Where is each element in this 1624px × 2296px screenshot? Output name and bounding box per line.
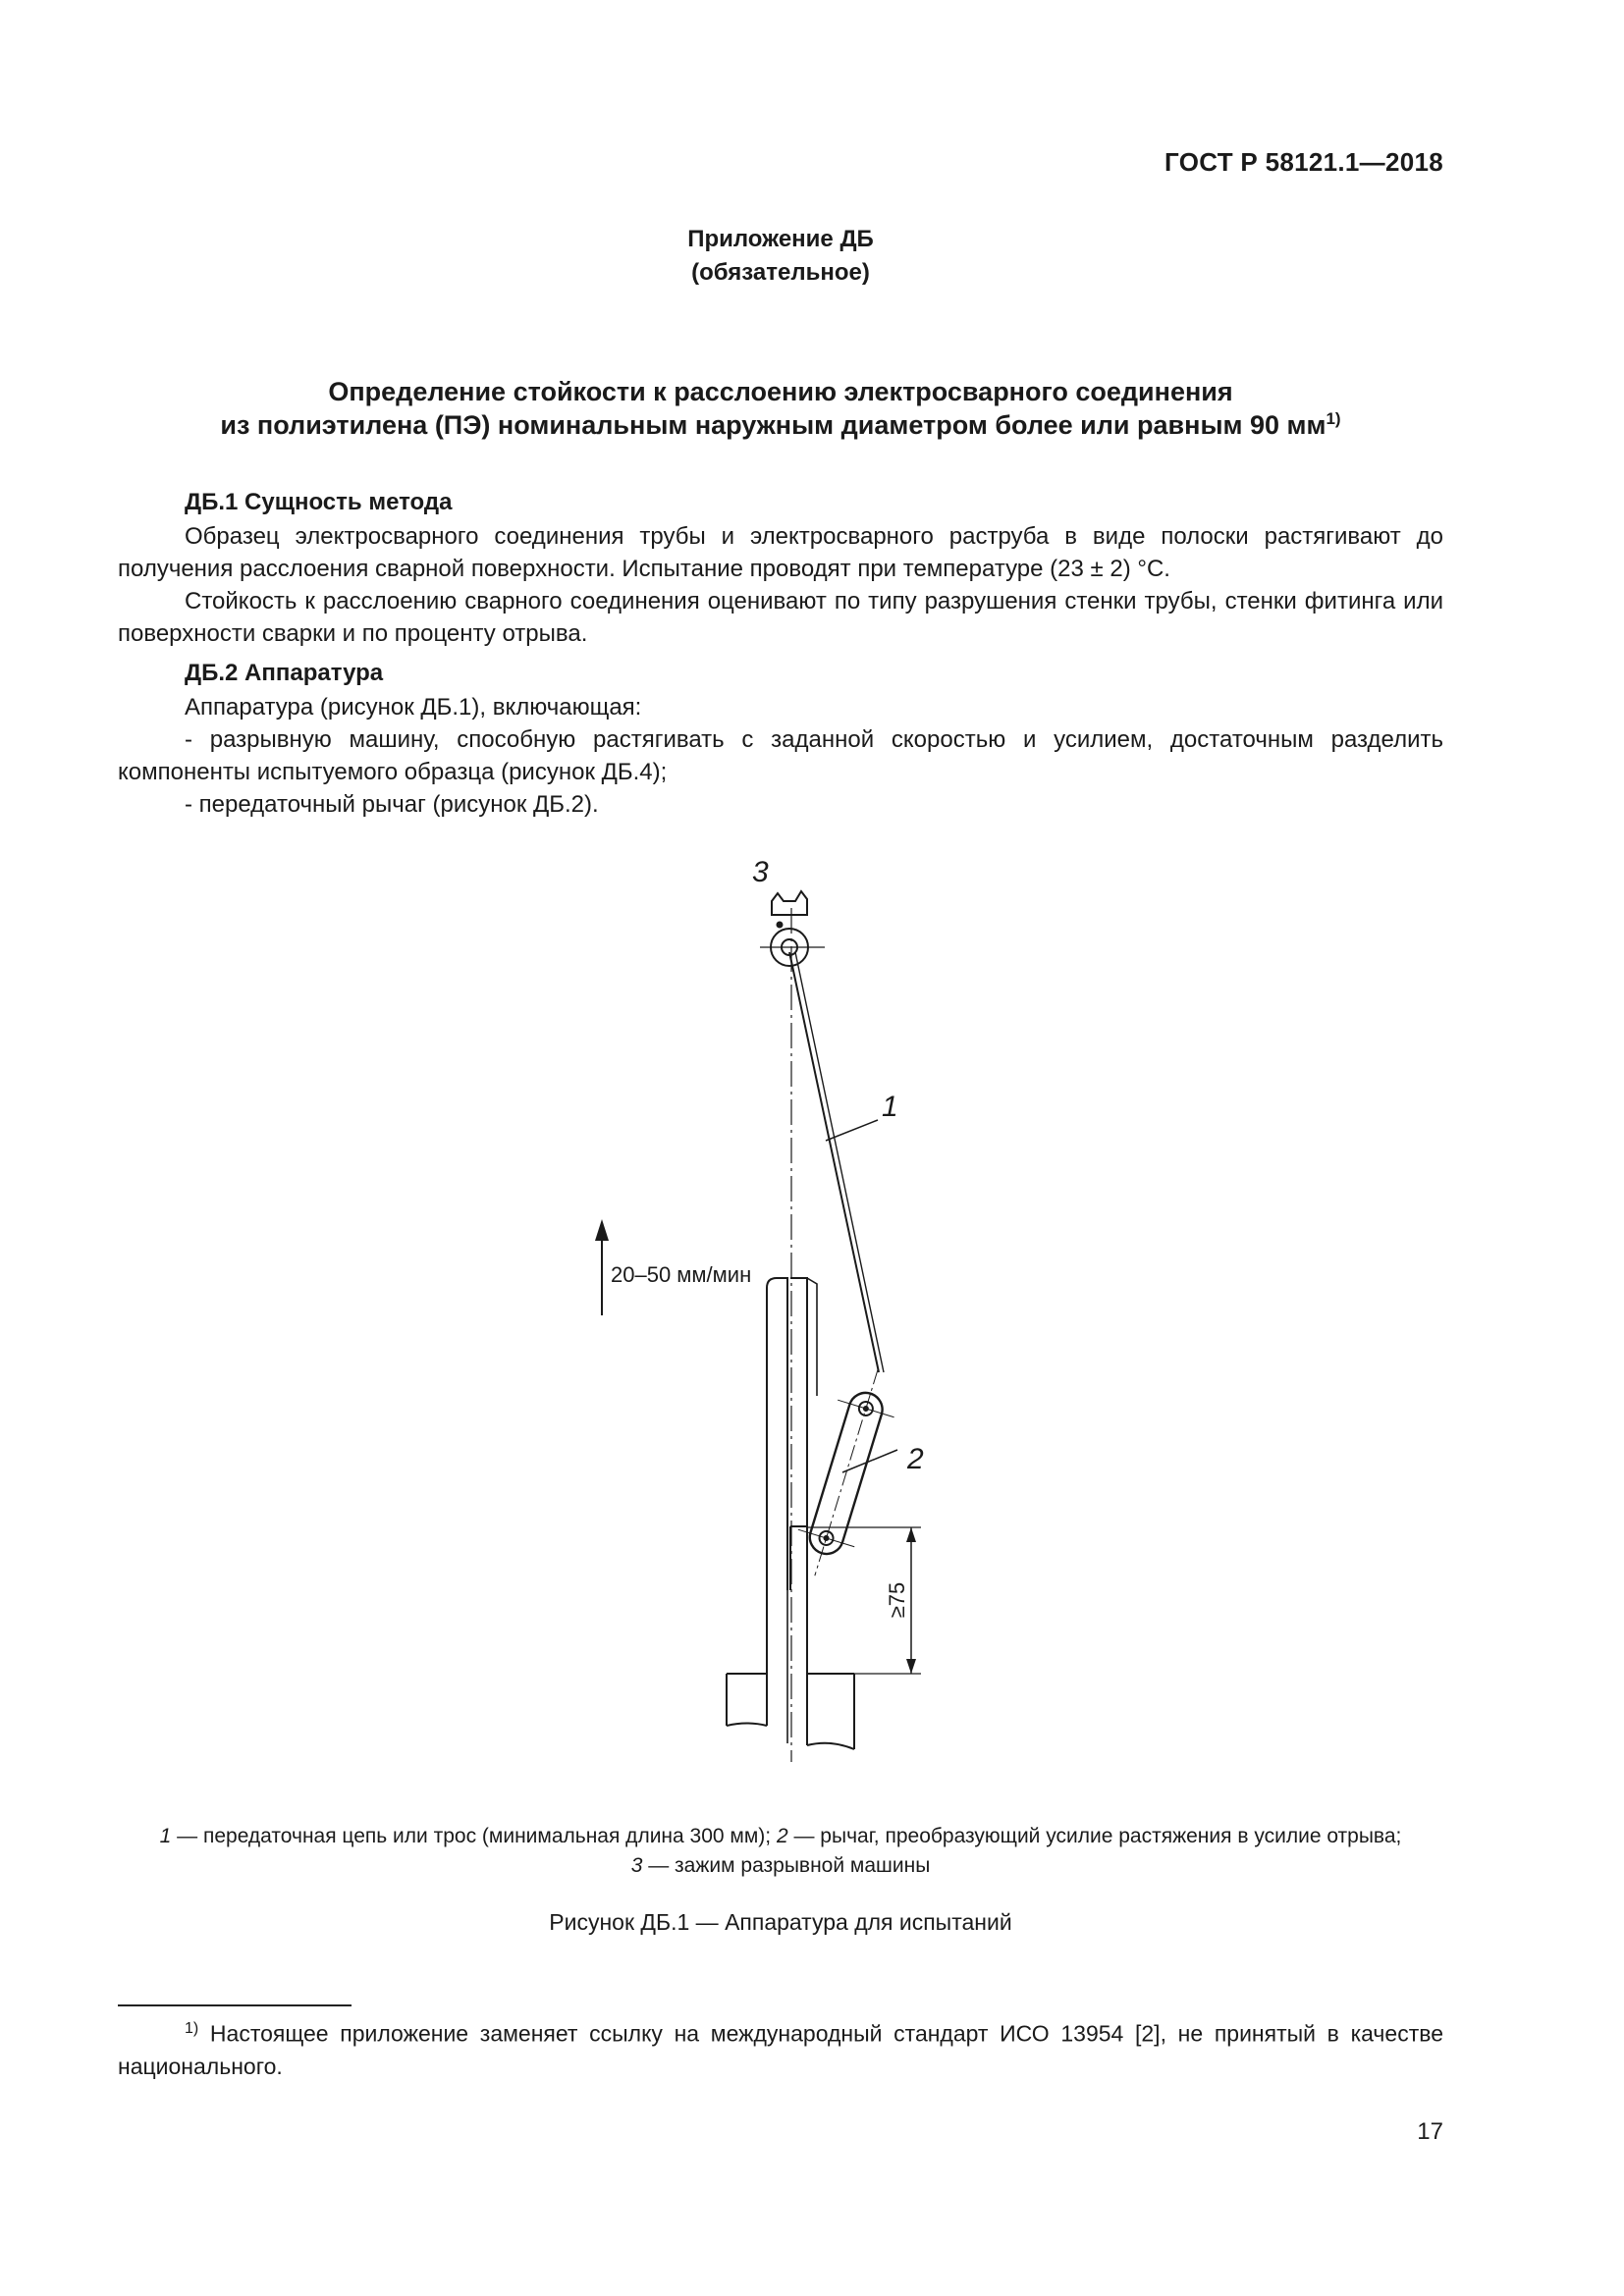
legend-num-1: 1 bbox=[159, 1825, 172, 1847]
section-db1-body bbox=[118, 520, 1443, 650]
pipe-strip bbox=[790, 1278, 807, 1526]
legend-text-2: — рычаг, преобразующий усилие растяжения в усилие отрыва; bbox=[787, 1825, 1402, 1847]
page-number: 17 bbox=[1417, 2118, 1443, 2145]
figure-caption: Рисунок ДБ.1 — Аппаратура для испытаний bbox=[549, 1909, 1012, 1935]
legend-text-3: — зажим разрывной машины bbox=[642, 1854, 931, 1877]
section-heading-db1: ДБ.1 Сущность метода bbox=[185, 489, 453, 515]
section-db2-item-1: - разрывную машину, способную растягивать с заданной скоростью и усилием, достаточным разделить компоненты испытуемого образца (рисунок ДБ.4); bbox=[118, 726, 1443, 785]
document-title-line1: Определение стойкости к расслоению электросварного соединения bbox=[328, 377, 1233, 406]
title-footnote-mark: 1) bbox=[1326, 409, 1341, 428]
document-title-line2 bbox=[118, 410, 1443, 441]
leader-1 bbox=[826, 1120, 878, 1141]
footnote-divider bbox=[118, 2004, 352, 2006]
figure-legend-line2 bbox=[98, 1851, 1463, 1881]
label-1: 1 bbox=[882, 1091, 898, 1123]
figure-apparatus-drawing bbox=[530, 844, 1080, 1767]
section-db2-intro: Аппаратура (рисунок ДБ.1), включающая: bbox=[185, 694, 642, 721]
label-3: 3 bbox=[752, 856, 769, 888]
footnote-mark: 1) bbox=[185, 2020, 199, 2037]
speed-label: 20–50 мм/мин bbox=[611, 1262, 752, 1287]
legend-text-1: — передаточная цепь или трос (минимальная длина 300 мм); bbox=[171, 1825, 777, 1847]
section-db2-body bbox=[118, 691, 1443, 821]
section-heading-db2: ДБ.2 Аппаратура bbox=[185, 660, 384, 686]
footnote-paragraph bbox=[118, 2012, 1443, 2083]
appendix-title: Приложение ДБ bbox=[687, 226, 874, 252]
label-2: 2 bbox=[907, 1443, 924, 1475]
title-line2-text: из полиэтилена (ПЭ) номинальным наружным диаметром более или равным 90 мм bbox=[220, 410, 1326, 440]
footnote bbox=[118, 2012, 1443, 2083]
section-db2-item-2: - передаточный рычаг (рисунок ДБ.2). bbox=[185, 791, 599, 818]
section-db1-paragraph-2: Стойкость к расслоению сварного соединения оценивают по типу разрушения стенки трубы, стенки фитинга или поверхности сварки и по проценту отрыва. bbox=[118, 588, 1443, 647]
document-code: ГОСТ Р 58121.1—2018 bbox=[1164, 147, 1443, 177]
legend-num-2: 2 bbox=[776, 1825, 788, 1847]
fitting-plate bbox=[767, 1278, 787, 1590]
dimension-label: ≥75 bbox=[885, 1581, 909, 1619]
section-db1-paragraph-1: Образец электросварного соединения трубы и электросварного раструба в виде полоски растягивают до получения расслоения сварной поверхности. Испытание проводят при температуре (23 ± 2) °С. bbox=[118, 523, 1443, 582]
transmission-cable bbox=[789, 952, 879, 1372]
legend-num-3: 3 bbox=[630, 1854, 643, 1877]
lever bbox=[786, 1361, 906, 1584]
machine-clamp bbox=[760, 891, 825, 966]
footnote-text: Настоящее приложение заменяет ссылку на международный стандарт ИСО 13954 [2], не принятый в качестве национального. bbox=[118, 2020, 1443, 2079]
figure-legend-line1 bbox=[98, 1822, 1463, 1851]
appendix-status: (обязательное) bbox=[691, 259, 870, 286]
